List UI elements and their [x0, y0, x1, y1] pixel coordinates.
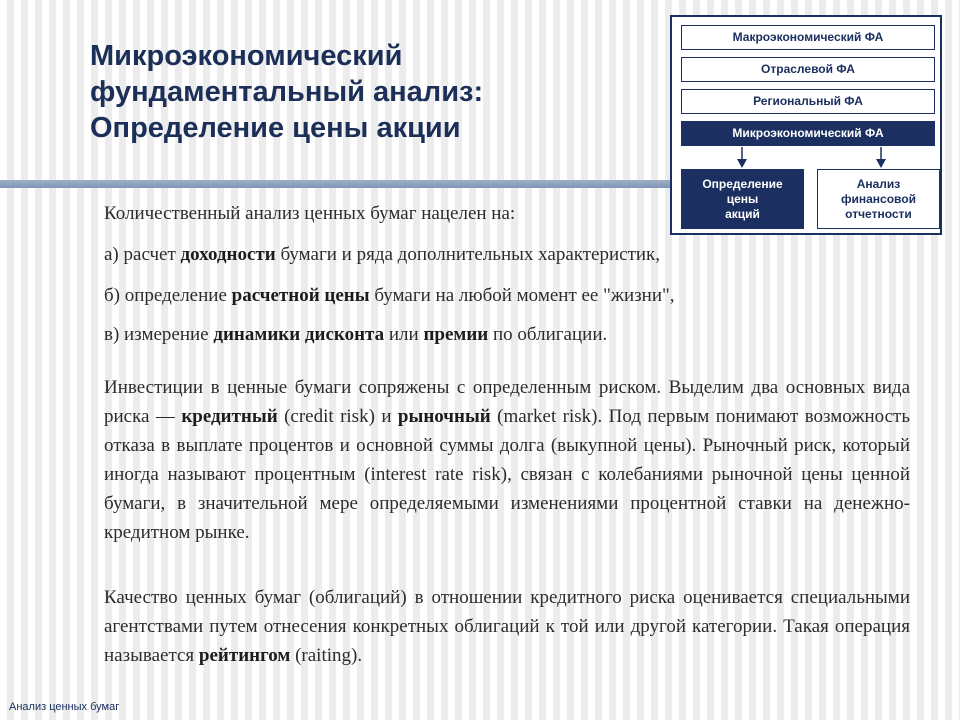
rating-paragraph-text-1: Качество ценных бумаг (облигаций) в отношении кредитного риска оценивается специальными агентствами путем отнесения конкретных облигаций к той или другой категории. Такая операция называется	[104, 587, 910, 666]
list-item-prefix: б) определение	[104, 285, 232, 306]
list-item-emphasis-2: премии	[423, 324, 489, 345]
level-industry: Отраслевой ФА	[681, 57, 935, 82]
risk-paragraph	[104, 373, 910, 547]
risk-paragraph-text-1: Инвестиции в ценные бумаги сопряжены с определенным риском. Выделим два основных вида риска —	[104, 377, 910, 427]
list-item	[104, 242, 910, 268]
list-item-emphasis: доходности	[180, 244, 276, 265]
list-item-prefix: а) расчет	[104, 244, 181, 265]
outcome-share-price-line-2: цены	[726, 191, 759, 206]
list-item-suffix: бумаги и ряда дополнительных характеристик,	[275, 244, 661, 265]
list-item	[104, 283, 910, 309]
title-divider	[0, 180, 672, 188]
outcome-share-price-line-1: Определение	[702, 176, 783, 191]
credit-risk-term: кредитный	[181, 406, 278, 427]
rating-term: рейтингом	[198, 645, 291, 666]
risk-paragraph-text-3: (market risk). Под первым понимают возможность отказа в выплате процентов и основной суммы долга (выкупной цены). Рыночный риск, который иногда называют процентным (interest rate risk), связан с колебаниями рыночной цены ценной бумаги, в значительной мере определяемыми изменениями процентной ставки на денежно-кредитном рынке.	[104, 406, 910, 543]
risk-paragraph-text-2: (credit risk) и	[277, 406, 398, 427]
title-line-3: Определение цены акции	[90, 112, 461, 144]
level-macro: Макроэкономический ФА	[681, 25, 935, 50]
list-item-prefix: в) измерение	[104, 324, 214, 345]
level-micro: Микроэкономический ФА	[681, 121, 935, 146]
outcome-share-price-line-3: акций	[725, 206, 760, 221]
rating-paragraph	[104, 583, 910, 670]
list-item-suffix: бумаги на любой момент ее "жизни",	[369, 285, 675, 306]
rating-paragraph-text-2: (raiting).	[290, 645, 363, 666]
slide-title	[90, 38, 650, 146]
footer-caption: Анализ ценных бумаг	[9, 701, 120, 713]
arrow-down-icon	[875, 147, 887, 169]
intro-text: Количественный анализ ценных бумаг нацелен на:	[104, 203, 516, 224]
title-line-1: Микроэкономический	[90, 40, 403, 72]
arrow-down-icon	[736, 147, 748, 169]
list-item-emphasis: расчетной цены	[231, 285, 370, 306]
title-line-2: фундаментальный анализ:	[90, 76, 484, 108]
market-risk-term: рыночный	[397, 406, 491, 427]
outcome-financial-line-1: Анализ	[856, 176, 901, 191]
outcome-financial-line-3: отчетности	[845, 206, 912, 221]
level-regional: Региональный ФА	[681, 89, 935, 114]
list-item-emphasis: динамики дисконта	[213, 324, 385, 345]
list-item-suffix: по облигации.	[488, 324, 608, 345]
outcome-financial-line-2: финансовой	[841, 191, 916, 206]
list-item-middle: или	[384, 324, 424, 345]
list-item	[104, 322, 910, 348]
